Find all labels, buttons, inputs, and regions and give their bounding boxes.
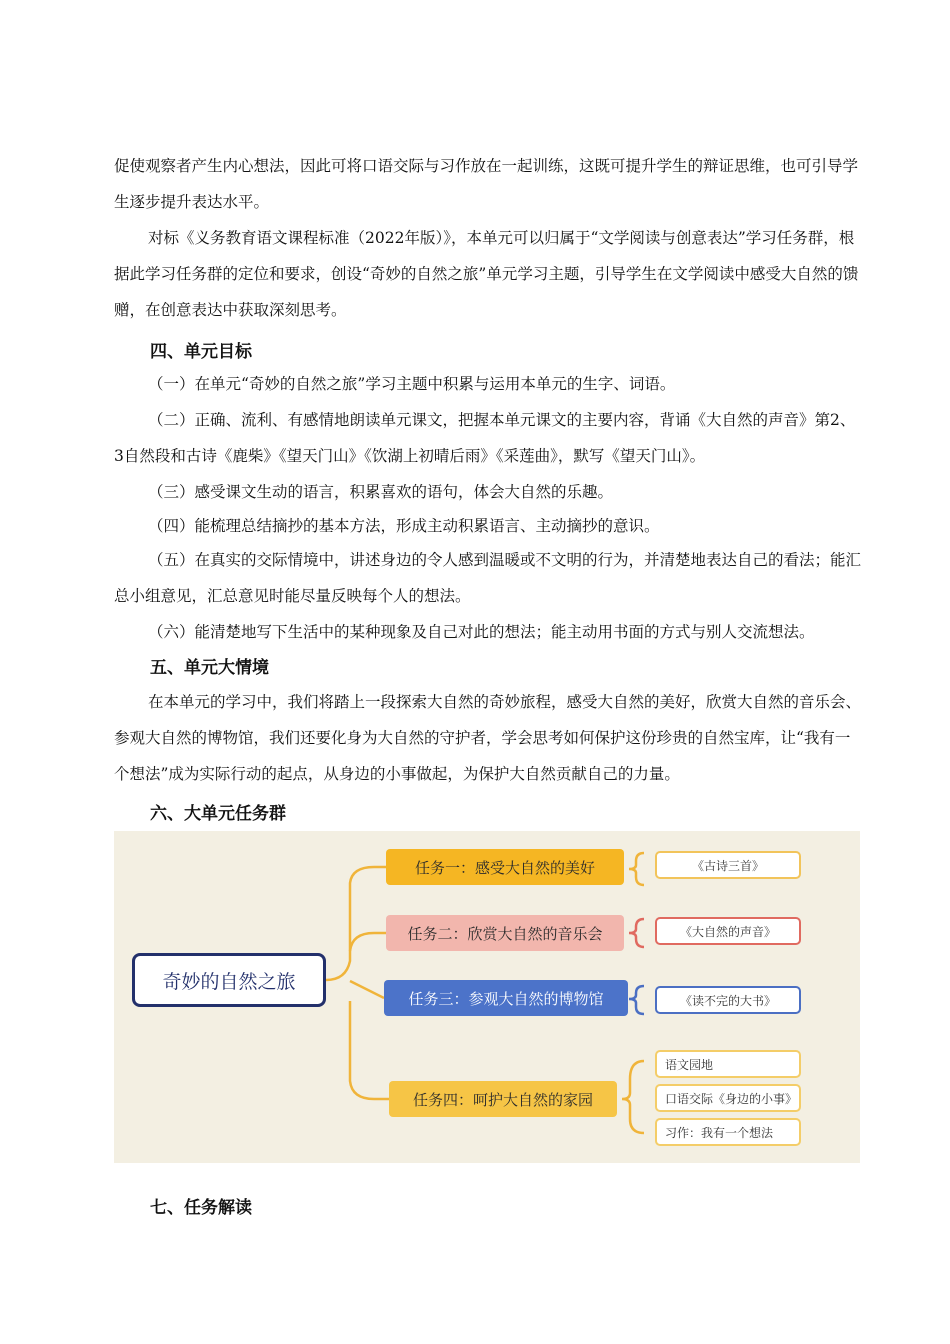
task-node-1: 任务一：感受大自然的美好 <box>386 849 624 885</box>
goal-item: （四）能梳理总结摘抄的基本方法，形成主动积累语言、主动摘抄的意识。 <box>148 517 660 535</box>
heading-task-interpretation: 七、任务解读 <box>150 1198 252 1218</box>
leaf-node: 语文园地 <box>655 1050 801 1078</box>
goal-item: （二）正确、流利、有感情地朗读单元课文，把握本单元课文的主要内容，背诵《大自然的声音》第2、3自然段和古诗《鹿柴》《望天门山》《饮湖上初晴后雨》《采莲曲》，默写《望天门山》。 <box>114 411 856 465</box>
goal-item: （一）在单元“奇妙的自然之旅”学习主题中积累与运用本单元的生字、词语。 <box>148 375 676 393</box>
task-node-3: 任务三：参观大自然的博物馆 <box>384 980 628 1016</box>
leaf-node: 《读不完的大书》 <box>655 986 801 1014</box>
task-node-2: 任务二：欣赏大自然的音乐会 <box>386 915 624 951</box>
leaf-node: 习作：我有一个想法 <box>655 1118 801 1146</box>
leaf-node: 《古诗三首》 <box>655 851 801 879</box>
goal-item: （五）在真实的交际情境中，讲述身边的令人感到温暖或不文明的行为，并清楚地表达自己的看法；能汇总小组意见，汇总意见时能尽量反映每个人的想法。 <box>114 551 862 605</box>
situation-paragraph: 在本单元的学习中，我们将踏上一段探索大自然的奇妙旅程，感受大自然的美好，欣赏大自然的音乐会、参观大自然的博物馆，我们还要化身为大自然的守护者，学会思考如何保护这份珍贵的自然宝库，让“我有一个想法”成为实际行动的起点，从身边的小事做起，为保护大自然贡献自己的力量。 <box>114 693 862 783</box>
paragraph-standard: 对标《义务教育语文课程标准（2022年版）》，本单元可以归属于“文学阅读与创意表达”学习任务群，根据此学习任务群的定位和要求，创设“奇妙的自然之旅”单元学习主题，引导学生在文学阅读中感受大自然的馈赠，在创意表达中获取深刻思考。 <box>114 229 859 319</box>
goal-item: （三）感受课文生动的语言，积累喜欢的语句，体会大自然的乐趣。 <box>148 483 614 501</box>
goal-item: （六）能清楚地写下生活中的某种现象及自己对此的想法；能主动用书面的方式与别人交流想法。 <box>148 623 815 641</box>
leaf-node: 《大自然的声音》 <box>655 917 801 945</box>
heading-unit-goals: 四、单元目标 <box>150 342 252 362</box>
leaf-node: 口语交际《身边的小事》 <box>655 1084 801 1112</box>
map-root-node: 奇妙的自然之旅 <box>132 953 326 1007</box>
task-node-4: 任务四：呵护大自然的家园 <box>389 1081 617 1117</box>
paragraph-continuation: 促使观察者产生内心想法，因此可将口语交际与习作放在一起训练，这既可提升学生的辩证思维，也可引导学生逐步提升表达水平。 <box>114 157 859 211</box>
task-mind-map <box>114 831 860 1163</box>
heading-unit-situation: 五、单元大情境 <box>150 658 269 678</box>
heading-task-groups: 六、大单元任务群 <box>150 804 286 824</box>
